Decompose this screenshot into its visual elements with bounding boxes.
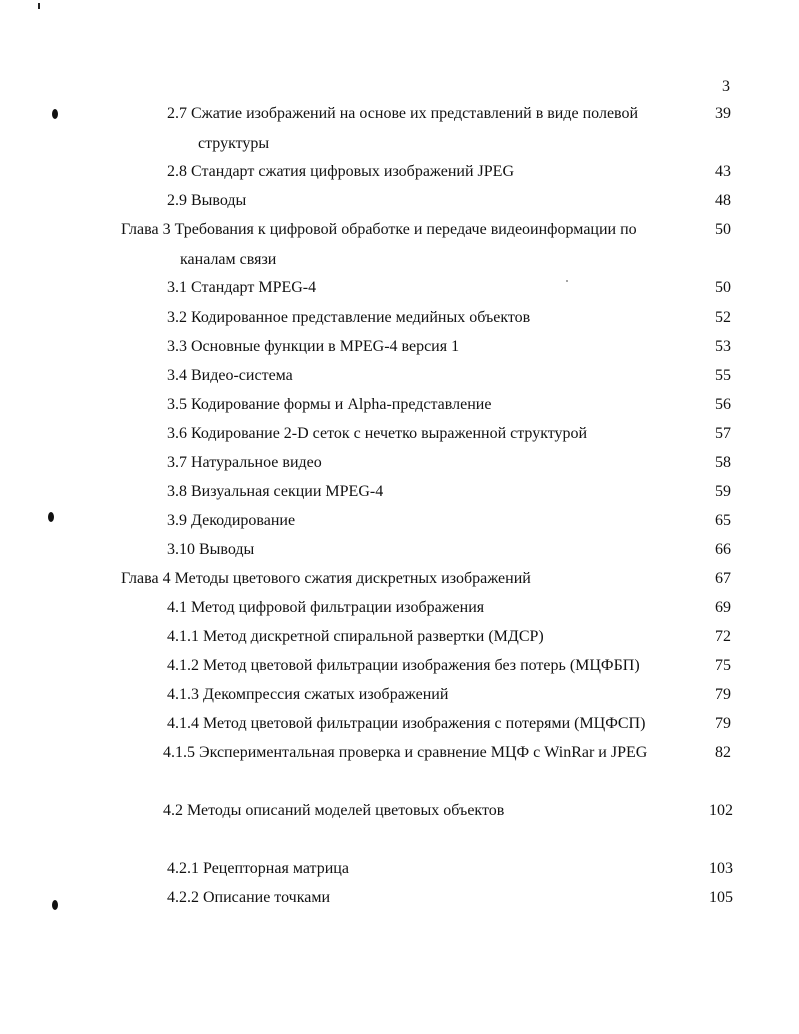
toc-entry-page: 58 [715, 454, 731, 471]
toc-entry[interactable] [0, 685, 799, 705]
toc-entry-page: 75 [715, 657, 731, 674]
toc-entry-title: 3.2 Кодированное представление медийных объектов [167, 309, 531, 326]
toc-entry-title: 2.8 Стандарт сжатия цифровых изображений JPEG [167, 163, 515, 180]
page-number: 3 [722, 78, 730, 95]
toc-entry[interactable] [0, 104, 799, 154]
toc-entry-title: 2.7 Сжатие изображений на основе их представлений в виде полевой [167, 105, 639, 122]
toc-entry[interactable] [0, 743, 799, 763]
toc-entry[interactable] [0, 453, 799, 473]
toc-entry-page: 43 [715, 163, 731, 180]
toc-entry[interactable] [0, 656, 799, 676]
toc-entry-page: 72 [715, 628, 731, 645]
toc-entry-title: Глава 3 Требования к цифровой обработке и передаче видеоинформации по [121, 221, 637, 238]
toc-entry-page: 56 [715, 396, 731, 413]
toc-entry-page: 57 [715, 425, 731, 442]
toc-entry-page: 65 [715, 512, 731, 529]
toc-entry-title: 3.6 Кодирование 2-D сеток с нечетко выраженной структурой [167, 425, 588, 442]
toc-entry[interactable] [0, 191, 799, 211]
toc-entry-page: 69 [715, 599, 731, 616]
toc-entry-page: 102 [709, 802, 733, 819]
toc-entry[interactable] [0, 395, 799, 415]
toc-entry-page: 59 [715, 483, 731, 500]
toc-entry[interactable] [0, 540, 799, 560]
toc-entry-page: 105 [709, 889, 733, 906]
toc-entry-title: 3.5 Кодирование формы и Alpha-представление [167, 396, 492, 413]
toc-entry-page: 66 [715, 541, 731, 558]
toc-entry-page: 79 [715, 686, 731, 703]
toc-entry-page: 79 [715, 715, 731, 732]
toc-entry[interactable] [0, 511, 799, 531]
toc-entry[interactable] [0, 627, 799, 647]
toc-entry[interactable] [0, 337, 799, 357]
toc-entry-page: 50 [715, 221, 731, 238]
toc-entry[interactable] [0, 308, 799, 328]
toc-entry-page: 53 [715, 338, 731, 355]
toc-entry-title: 3.1 Стандарт MPEG-4 [167, 279, 317, 296]
toc-entry-title: 4.2.2 Описание точками [167, 889, 331, 906]
toc-entry-title: 3.3 Основные функции в MPEG-4 версия 1 [167, 338, 460, 355]
toc-entry-title-continuation: структуры [198, 135, 270, 152]
toc-entry-page: 67 [715, 570, 731, 587]
toc-entry-chapter[interactable] [0, 569, 799, 589]
toc-entry[interactable] [0, 278, 799, 298]
toc-entry-title: 4.1.4 Метод цветовой фильтрации изображения с потерями (МЦФСП) [167, 715, 646, 732]
toc-entry-title: Глава 4 Методы цветового сжатия дискретных изображений [121, 570, 531, 587]
toc-entry-page: 52 [715, 309, 731, 326]
toc-entry[interactable] [0, 162, 799, 182]
toc-entry-chapter[interactable] [0, 220, 799, 270]
toc-entry[interactable] [0, 859, 799, 879]
toc-entry-page: 103 [709, 860, 733, 877]
scan-mark [38, 3, 40, 9]
toc-entry[interactable] [0, 714, 799, 734]
toc-entry[interactable] [0, 366, 799, 386]
toc-entry-title: 4.1.3 Декомпрессия сжатых изображений [167, 686, 449, 703]
toc-entry[interactable] [0, 482, 799, 502]
toc-entry[interactable] [0, 424, 799, 444]
toc-entry-title: 3.4 Видео-система [167, 367, 293, 384]
toc-entry-page: 50 [715, 279, 731, 296]
toc-entry-title: 3.7 Натуральное видео [167, 454, 322, 471]
toc-entry-title: 4.1.1 Метод дискретной спиральной развертки (МДСР) [167, 628, 544, 645]
toc-entry-title: 3.9 Декодирование [167, 512, 296, 529]
toc-entry-page: 82 [715, 744, 731, 761]
toc-entry-title: 4.1.5 Экспериментальная проверка и сравнение МЦФ с WinRar и JPEG [163, 744, 648, 761]
toc-entry[interactable] [0, 801, 799, 821]
toc-entry[interactable] [0, 888, 799, 908]
toc-entry-page: 39 [715, 105, 731, 122]
toc-entry-title-continuation: каналам связи [180, 251, 277, 268]
toc-entry-title: 4.1 Метод цифровой фильтрации изображения [167, 599, 485, 616]
toc-entry-title: 3.10 Выводы [167, 541, 255, 558]
toc-entry-title: 4.2 Методы описаний моделей цветовых объектов [163, 802, 505, 819]
toc-entry[interactable] [0, 598, 799, 618]
toc-entry-title: 4.2.1 Рецепторная матрица [167, 860, 349, 877]
toc-entry-page: 48 [715, 192, 731, 209]
toc-entry-title: 2.9 Выводы [167, 192, 247, 209]
toc-entry-page: 55 [715, 367, 731, 384]
toc-entry-title: 3.8 Визуальная секции MPEG-4 [167, 483, 384, 500]
toc-entry-title: 4.1.2 Метод цветовой фильтрации изображения без потерь (МЦФБП) [167, 657, 640, 674]
